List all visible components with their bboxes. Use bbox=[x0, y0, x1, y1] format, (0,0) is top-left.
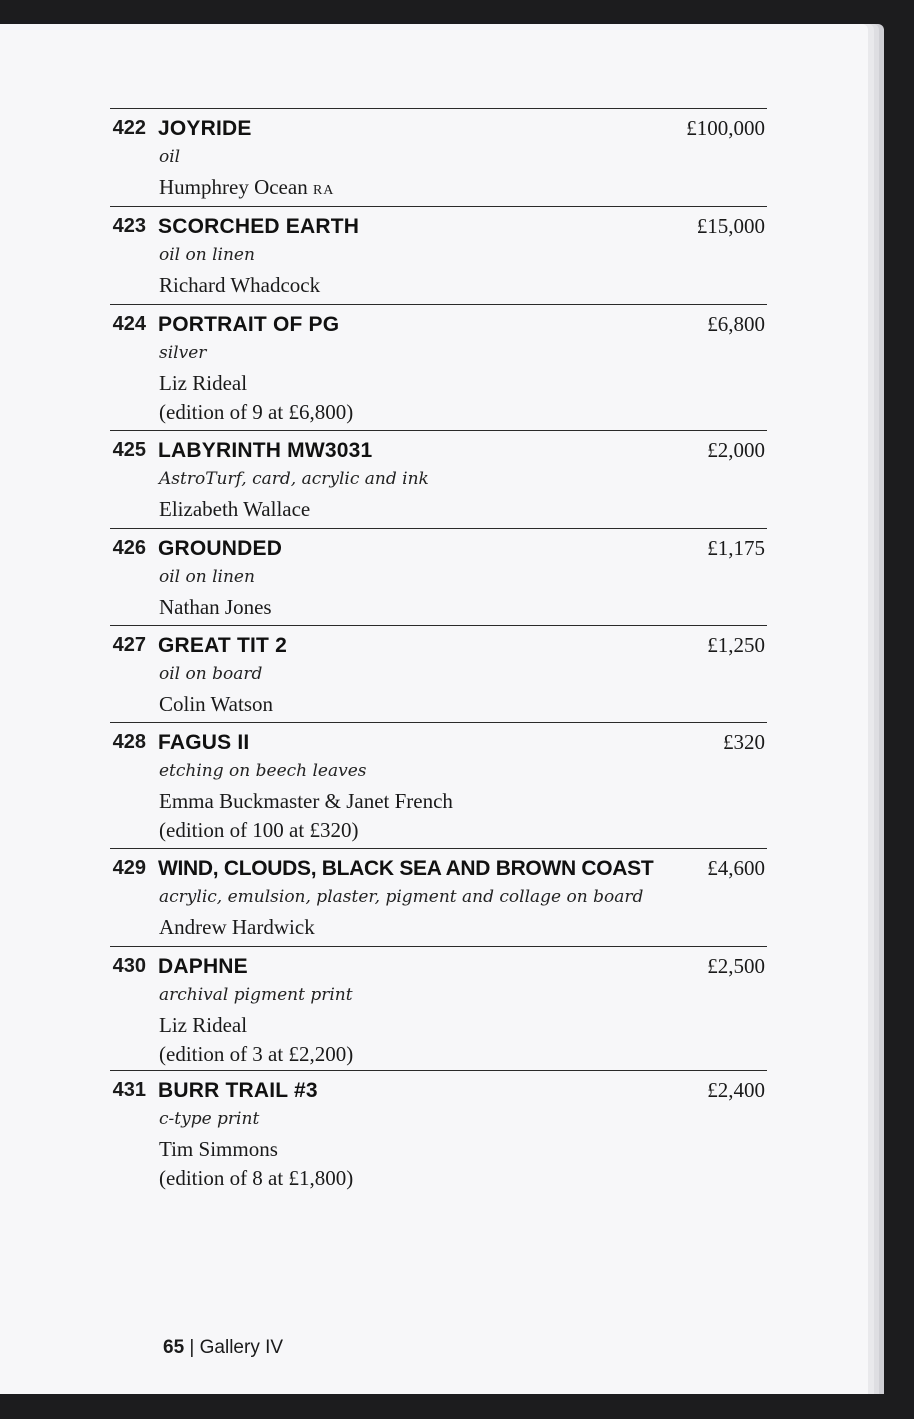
lot-price: £4,600 bbox=[707, 856, 765, 880]
lot-number: 423 bbox=[112, 215, 146, 237]
lot-number: 426 bbox=[112, 537, 146, 559]
lot-medium: oil on linen bbox=[159, 245, 255, 265]
lot-title: PORTRAIT OF PG bbox=[158, 313, 340, 336]
lot-artist: Colin Watson bbox=[159, 692, 274, 716]
lot-artist bbox=[159, 175, 334, 200]
lot-entry bbox=[110, 304, 767, 431]
artist-name: Humphrey Ocean bbox=[159, 175, 308, 199]
lot-title: GREAT TIT 2 bbox=[158, 634, 287, 657]
lot-medium: etching on beech leaves bbox=[159, 761, 367, 781]
lot-title: SCORCHED EARTH bbox=[158, 215, 360, 238]
lot-title: JOYRIDE bbox=[158, 117, 252, 140]
lot-artist: Liz Rideal bbox=[159, 1013, 248, 1037]
lot-price: £2,000 bbox=[707, 438, 765, 462]
lot-artist: Emma Buckmaster & Janet French bbox=[159, 789, 453, 813]
lot-price: £2,400 bbox=[707, 1078, 765, 1102]
lot-number: 430 bbox=[112, 955, 146, 977]
lot-artist: Elizabeth Wallace bbox=[159, 497, 311, 521]
lot-number: 422 bbox=[112, 117, 146, 139]
lot-number: 429 bbox=[112, 857, 146, 879]
lot-price: £320 bbox=[723, 730, 765, 754]
lot-medium: oil bbox=[159, 147, 181, 167]
lot-entry bbox=[110, 206, 767, 305]
footer-separator: | bbox=[189, 1337, 195, 1358]
lot-title: DAPHNE bbox=[158, 955, 248, 978]
lot-number: 431 bbox=[112, 1079, 146, 1101]
page-number: 65 bbox=[163, 1337, 185, 1358]
lot-edition: (edition of 8 at £1,800) bbox=[159, 1166, 354, 1190]
lot-title: LABYRINTH MW3031 bbox=[158, 439, 373, 462]
lot-price: £1,175 bbox=[707, 536, 765, 560]
lot-number: 425 bbox=[112, 439, 146, 461]
lot-number: 424 bbox=[112, 313, 146, 335]
lot-edition: (edition of 100 at £320) bbox=[159, 818, 359, 842]
lot-entry bbox=[110, 625, 767, 723]
lot-title: GROUNDED bbox=[158, 537, 283, 560]
lot-price: £2,500 bbox=[707, 954, 765, 978]
lot-number: 427 bbox=[112, 634, 146, 656]
lot-title: WIND, CLOUDS, BLACK SEA AND BROWN COAST bbox=[158, 857, 654, 880]
lot-price: £15,000 bbox=[696, 214, 765, 238]
page-footer bbox=[163, 1337, 283, 1359]
lot-medium: oil on linen bbox=[159, 567, 255, 587]
lot-artist: Andrew Hardwick bbox=[159, 915, 315, 939]
lot-price: £1,250 bbox=[707, 633, 765, 657]
lot-entry bbox=[110, 722, 767, 849]
lot-title: FAGUS II bbox=[158, 731, 250, 754]
lot-entry bbox=[110, 848, 767, 947]
lot-artist: Tim Simmons bbox=[159, 1137, 278, 1161]
lot-entry bbox=[110, 1070, 767, 1199]
lot-medium: c-type print bbox=[159, 1109, 260, 1129]
lot-edition: (edition of 3 at £2,200) bbox=[159, 1042, 354, 1066]
lot-entry bbox=[110, 108, 767, 207]
lot-medium: AstroTurf, card, acrylic and ink bbox=[159, 469, 429, 489]
lot-artist: Nathan Jones bbox=[159, 595, 272, 619]
lot-price: £100,000 bbox=[686, 116, 765, 140]
section-name: Gallery IV bbox=[199, 1337, 284, 1358]
lot-entry bbox=[110, 430, 767, 529]
lot-medium: oil on board bbox=[159, 664, 263, 684]
lot-artist: Liz Rideal bbox=[159, 371, 248, 395]
lot-price: £6,800 bbox=[707, 312, 765, 336]
lot-medium: silver bbox=[159, 343, 207, 363]
lot-entry bbox=[110, 528, 767, 626]
catalogue-page bbox=[0, 24, 868, 1394]
lot-entry bbox=[110, 946, 767, 1071]
lot-medium: archival pigment print bbox=[159, 985, 353, 1005]
lot-edition: (edition of 9 at £6,800) bbox=[159, 400, 354, 424]
lot-number: 428 bbox=[112, 731, 146, 753]
artist-suffix: RA bbox=[312, 183, 335, 198]
lot-medium: acrylic, emulsion, plaster, pigment and collage on board bbox=[159, 887, 644, 907]
lot-title: BURR TRAIL #3 bbox=[158, 1079, 318, 1102]
lot-artist: Richard Whadcock bbox=[159, 273, 321, 297]
